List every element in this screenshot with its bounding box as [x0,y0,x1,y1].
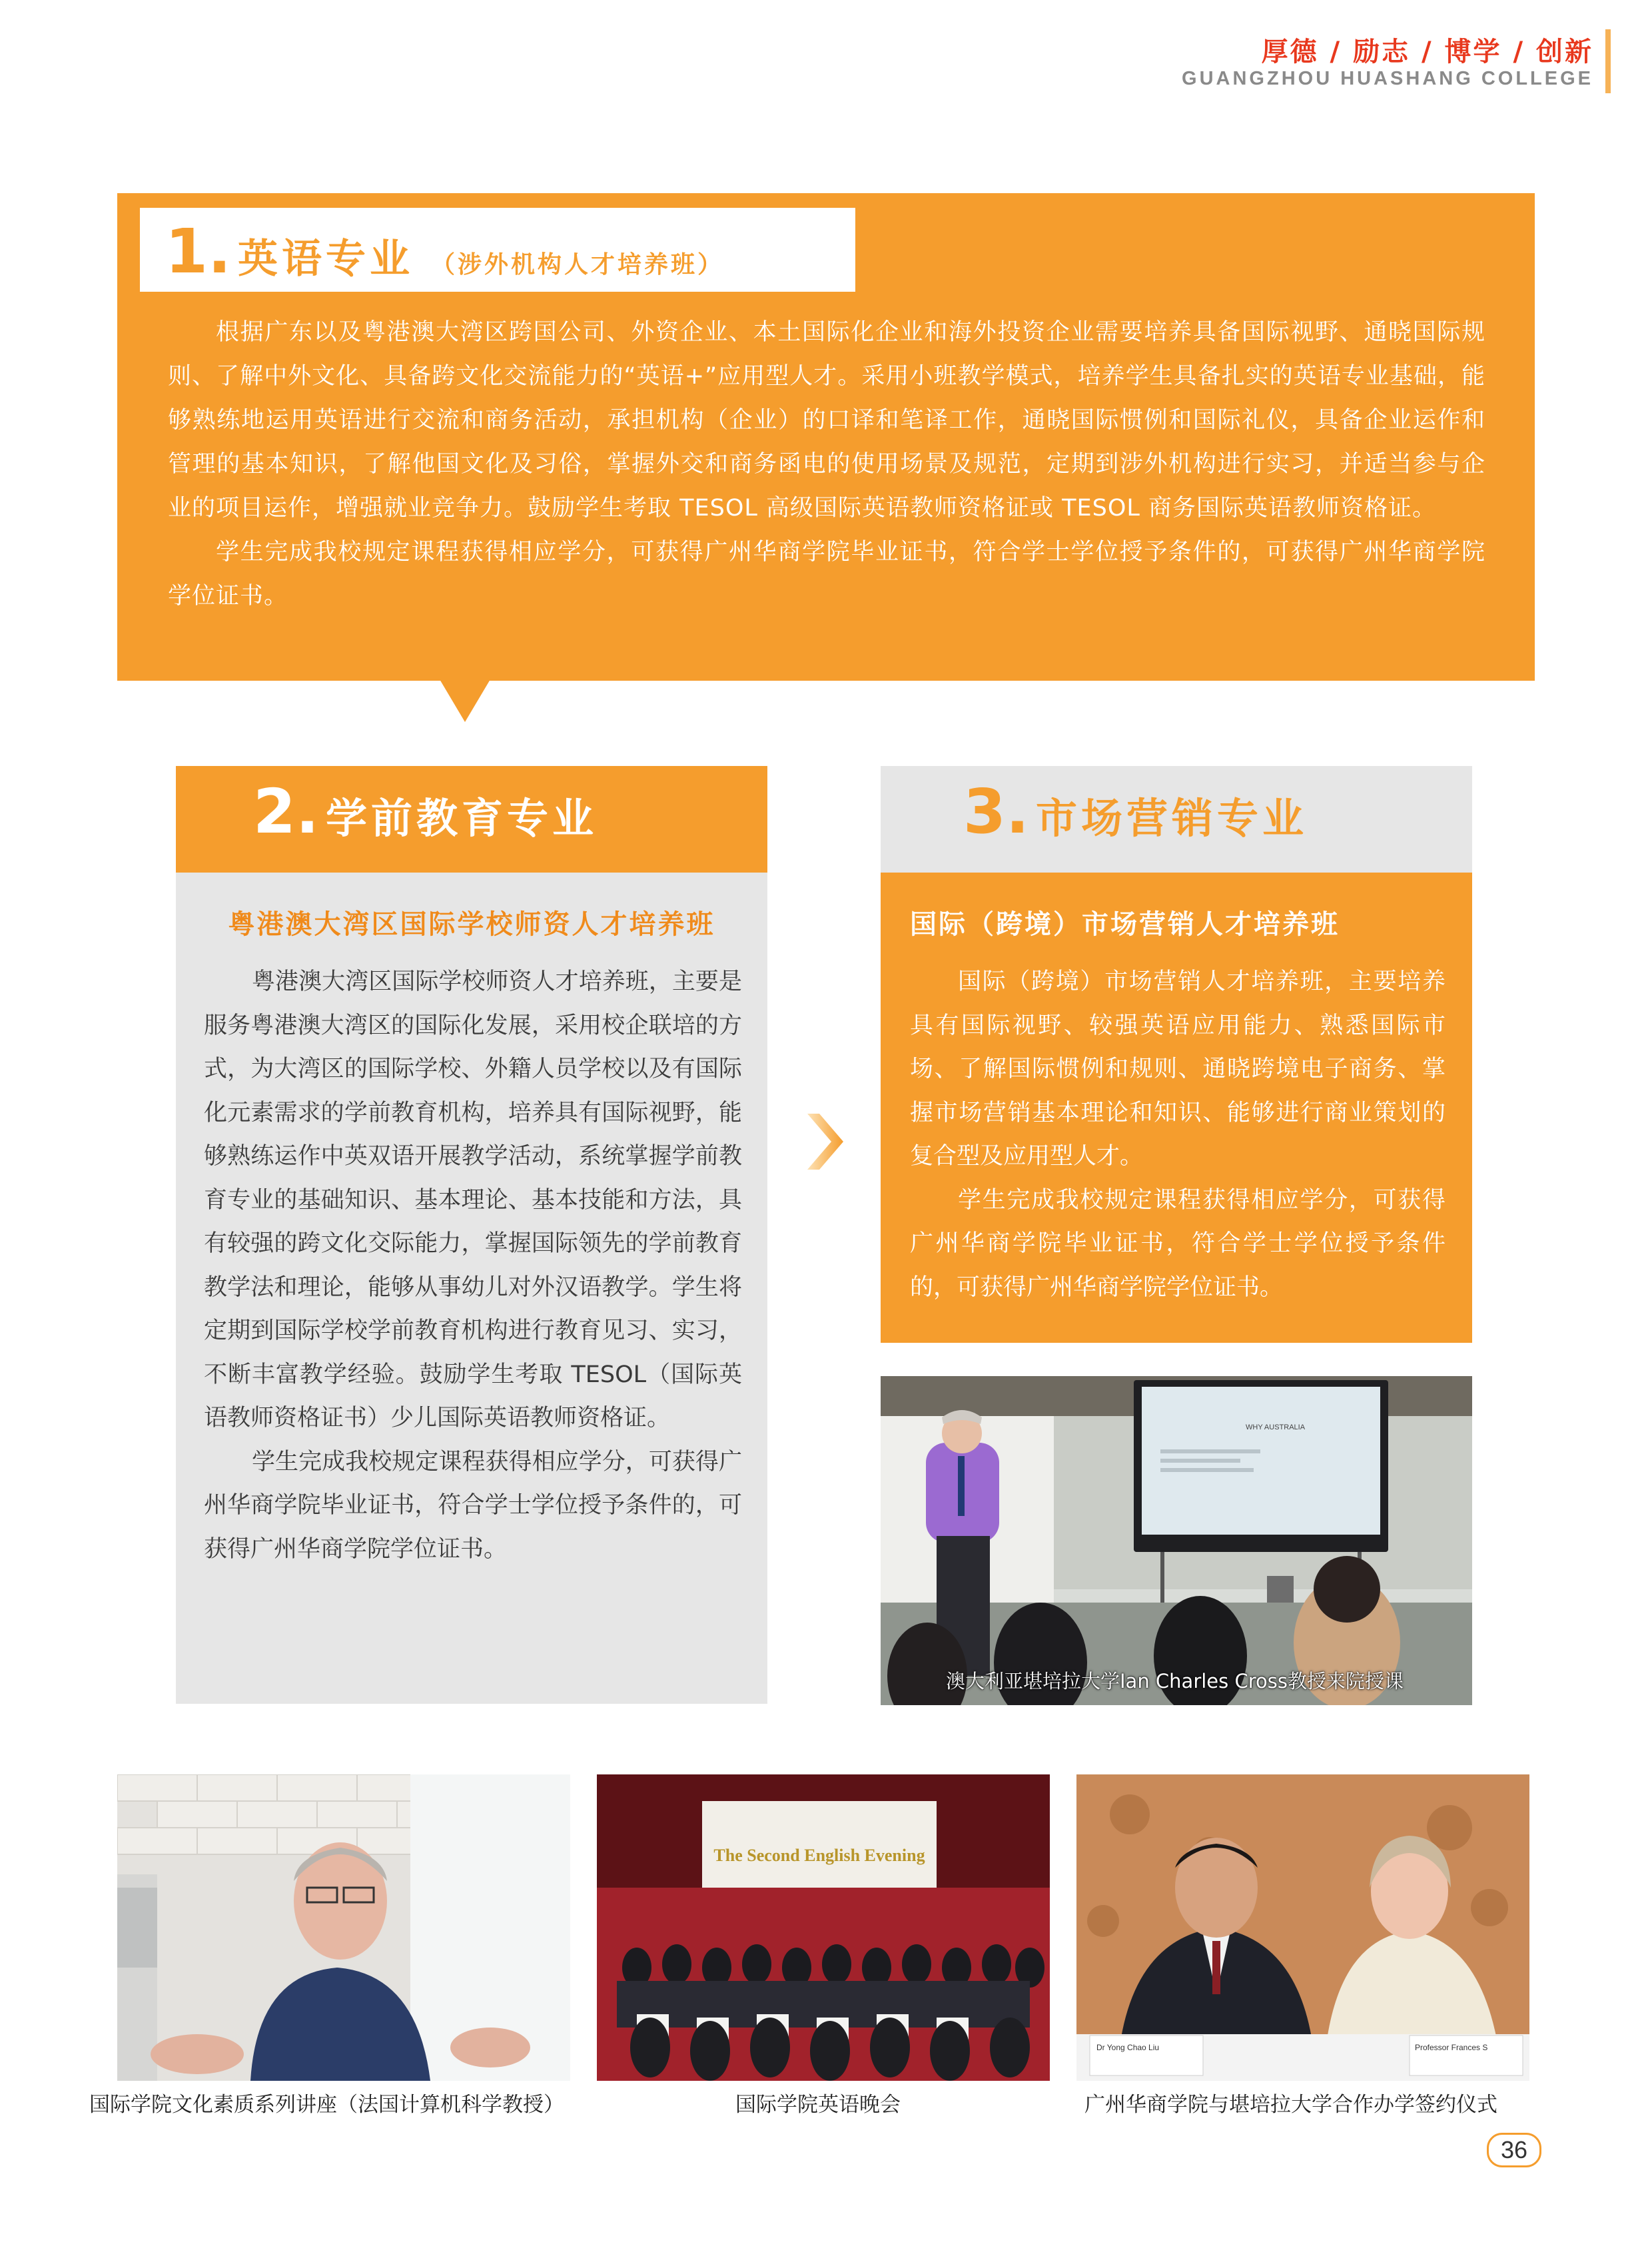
section3-subtitle: 国际（跨境）市场营销人才培养班 [910,909,1340,940]
section3-paragraph: 学生完成我校规定课程获得相应学分，可获得广州华商学院毕业证书，符合学士学位授予条件的，可获得广州华商学院学位证书。 [910,1186,1446,1301]
college-motto: 厚德 / 励志 / 博学 / 创新 [1261,37,1593,67]
section1-body [168,310,1485,618]
header-accent-bar [1605,29,1611,93]
photo2-caption: 国际学院英语晚会 [735,2093,901,2117]
page-number: 36 [1487,2133,1541,2167]
section1-paragraph: 学生完成我校规定课程获得相应学分，可获得广州华商学院毕业证书，符合学士学位授予条件的，可获得广州华商学院学位证书。 [168,539,1485,609]
section1-title: 英语专业 [237,236,414,282]
lecture-series-photo [117,1774,570,2081]
section1-heading [165,216,724,287]
section2-paragraph: 粤港澳大湾区国际学校师资人才培养班，主要是服务粤港澳大湾区的国际化发展，采用校企联培的方式，为大湾区的国际学校、外籍人员学校以及有国际化元素需求的学前教育机构，培养具有国际视野，能够熟练运作中英双语开展教学活动，系统掌握学前教育专业的基础知识、基本理论、基本技能和方法，具有较强的跨文化交际能力，掌握国际领先的学前教育教学法和理论，能够从事幼儿对外汉语教学。学生将定期到国际学校学前教育机构进行教育见习、实习，不断丰富教学经验。鼓励学生考取 TESOL（国际英语教师资格证书）少儿国际英语教师资格证。 [204,968,742,1431]
section3-paragraph: 国际（跨境）市场营销人才培养班，主要培养具有国际视野、较强英语应用能力、熟悉国际市场、了解国际惯例和规则、通晓跨境电子商务、掌握市场营销基本理论和知识、能够进行商业策划的复合型及应用型人才。 [910,968,1446,1170]
section1-paragraph: 根据广东以及粤港澳大湾区跨国公司、外资企业、本土国际化企业和海外投资企业需要培养具备国际视野、通晓国际规则、了解中外文化、具备跨文化交流能力的“英语+”应用型人才。采用小班教学模式，培养学生具备扎实的英语专业基础，能够熟练地运用英语进行交流和商务活动，承担机构（企业）的口译和笔译工作，通晓国际惯例和国际礼仪，具备企业运作和管理的基本知识，了解他国文化及习俗，掌握外交和商务函电的使用场景及规范，定期到涉外机构进行实习，并适当参与企业的项目运作，增强就业竞争力。鼓励学生考取 TESOL 高级国际英语教师资格证或 TESOL 商务国际英语教师资格证。 [168,319,1485,522]
section2-body [204,960,742,1571]
nameplate-left: Dr Yong Chao Liu [1096,2043,1160,2052]
college-name: GUANGZHOU HUASHANG COLLEGE [1182,68,1593,89]
section2-subtitle: 粤港澳大湾区国际学校师资人才培养班 [228,909,715,940]
signing-ceremony-photo [1076,1774,1529,2081]
section3-heading [963,776,1308,847]
chevron-right-icon [805,1111,846,1175]
slide-title: WHY AUSTRALIA [1246,1423,1306,1431]
section3-number: 3. [963,776,1029,847]
lecture-photo-caption: 澳大利亚堪培拉大学Ian Charles Cross教授来院授课 [946,1670,1404,1692]
section2-heading [253,776,598,847]
banner-text: The Second English Evening [713,1846,925,1865]
section2-title: 学前教育专业 [325,794,598,843]
lecture-photo [881,1376,1472,1705]
section2-number: 2. [253,776,319,847]
section1-pointer [440,679,490,722]
english-evening-photo [597,1774,1050,2081]
section3-body [910,960,1446,1309]
photo3-caption: 广州华商学院与堪培拉大学合作办学签约仪式 [1084,2093,1497,2117]
section3-title: 市场营销专业 [1035,794,1308,843]
nameplate-right: Professor Frances S [1415,2043,1488,2052]
section2-paragraph: 学生完成我校规定课程获得相应学分，可获得广州华商学院毕业证书，符合学士学位授予条件的，可获得广州华商学院学位证书。 [204,1448,742,1563]
section1-number: 1. [165,216,231,287]
photo1-caption: 国际学院文化素质系列讲座（法国计算机科学教授） [89,2093,564,2117]
section1-subtitle: （涉外机构人才培养班） [430,251,724,278]
